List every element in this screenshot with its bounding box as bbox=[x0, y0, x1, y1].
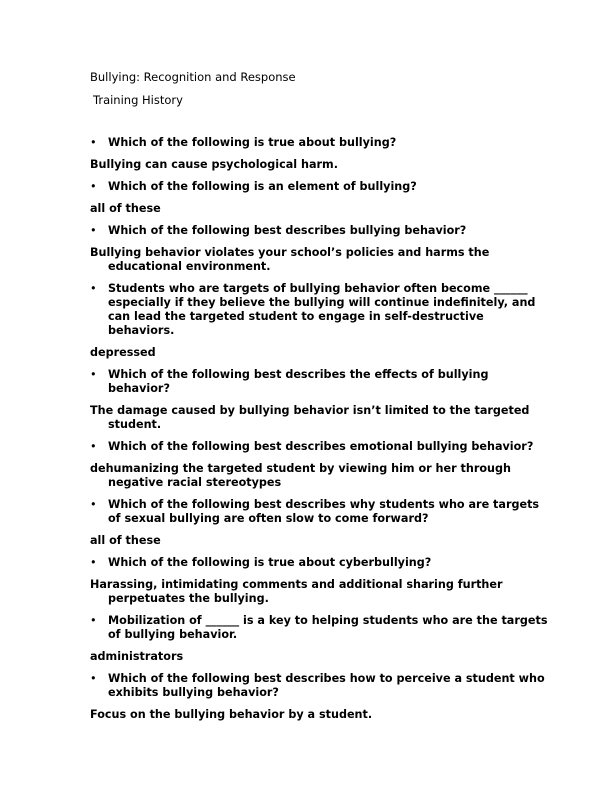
question-text: Students who are targets of bullying behavior often become ______ especially if they believe the bullying will continue indefinitely, and can lead the targeted student to engage in self-destructive behaviors. bbox=[108, 282, 536, 337]
bullet-icon: • bbox=[90, 498, 97, 511]
bullet-icon: • bbox=[90, 224, 97, 237]
question-6 bbox=[90, 440, 550, 454]
bullet-icon: • bbox=[90, 136, 97, 149]
bullet-icon: • bbox=[90, 672, 97, 685]
bullet-icon: • bbox=[90, 614, 97, 627]
document-title: Bullying: Recognition and Response bbox=[90, 70, 296, 84]
answer-2: all of these bbox=[90, 202, 161, 215]
answer-1: Bullying can cause psychological harm. bbox=[90, 158, 338, 171]
question-1 bbox=[90, 136, 550, 150]
question-text: Mobilization of ______ is a key to helping students who are the targets of bullying behavior. bbox=[108, 614, 548, 641]
document-subtitle: Training History bbox=[93, 93, 183, 107]
bullet-icon: • bbox=[90, 556, 97, 569]
question-text: Which of the following is an element of bullying? bbox=[108, 180, 417, 193]
question-5 bbox=[90, 368, 550, 396]
question-text: Which of the following best describes how to perceive a student who exhibits bullying behavior? bbox=[108, 672, 545, 699]
answer-7: all of these bbox=[90, 534, 161, 547]
question-10 bbox=[90, 672, 550, 700]
question-8 bbox=[90, 556, 550, 570]
bullet-icon: • bbox=[90, 180, 97, 193]
question-text: Which of the following best describes bullying behavior? bbox=[108, 224, 467, 237]
answer-3: Bullying behavior violates your school’s policies and harms the educational environment. bbox=[90, 246, 490, 273]
question-7 bbox=[90, 498, 550, 526]
bullet-icon: • bbox=[90, 440, 97, 453]
question-text: Which of the following best describes emotional bullying behavior? bbox=[108, 440, 534, 453]
question-9 bbox=[90, 614, 550, 642]
answer-10: Focus on the bullying behavior by a student. bbox=[90, 708, 373, 721]
question-text: Which of the following is true about bullying? bbox=[108, 136, 397, 149]
bullet-icon: • bbox=[90, 282, 97, 295]
answer-6: dehumanizing the targeted student by viewing him or her through negative racial stereotypes bbox=[90, 462, 511, 489]
question-answer-list bbox=[90, 136, 550, 730]
question-4 bbox=[90, 282, 550, 338]
question-2 bbox=[90, 180, 550, 194]
answer-4: depressed bbox=[90, 346, 156, 359]
question-text: Which of the following is true about cyberbullying? bbox=[108, 556, 432, 569]
answer-8: Harassing, intimidating comments and additional sharing further perpetuates the bullying. bbox=[90, 578, 503, 605]
answer-5: The damage caused by bullying behavior isn’t limited to the targeted student. bbox=[90, 404, 530, 431]
question-3 bbox=[90, 224, 550, 238]
bullet-icon: • bbox=[90, 368, 97, 381]
answer-9: administrators bbox=[90, 650, 184, 663]
question-text: Which of the following best describes the effects of bullying behavior? bbox=[108, 368, 489, 395]
question-text: Which of the following best describes why students who are targets of sexual bullying are often slow to come forward? bbox=[108, 498, 540, 525]
